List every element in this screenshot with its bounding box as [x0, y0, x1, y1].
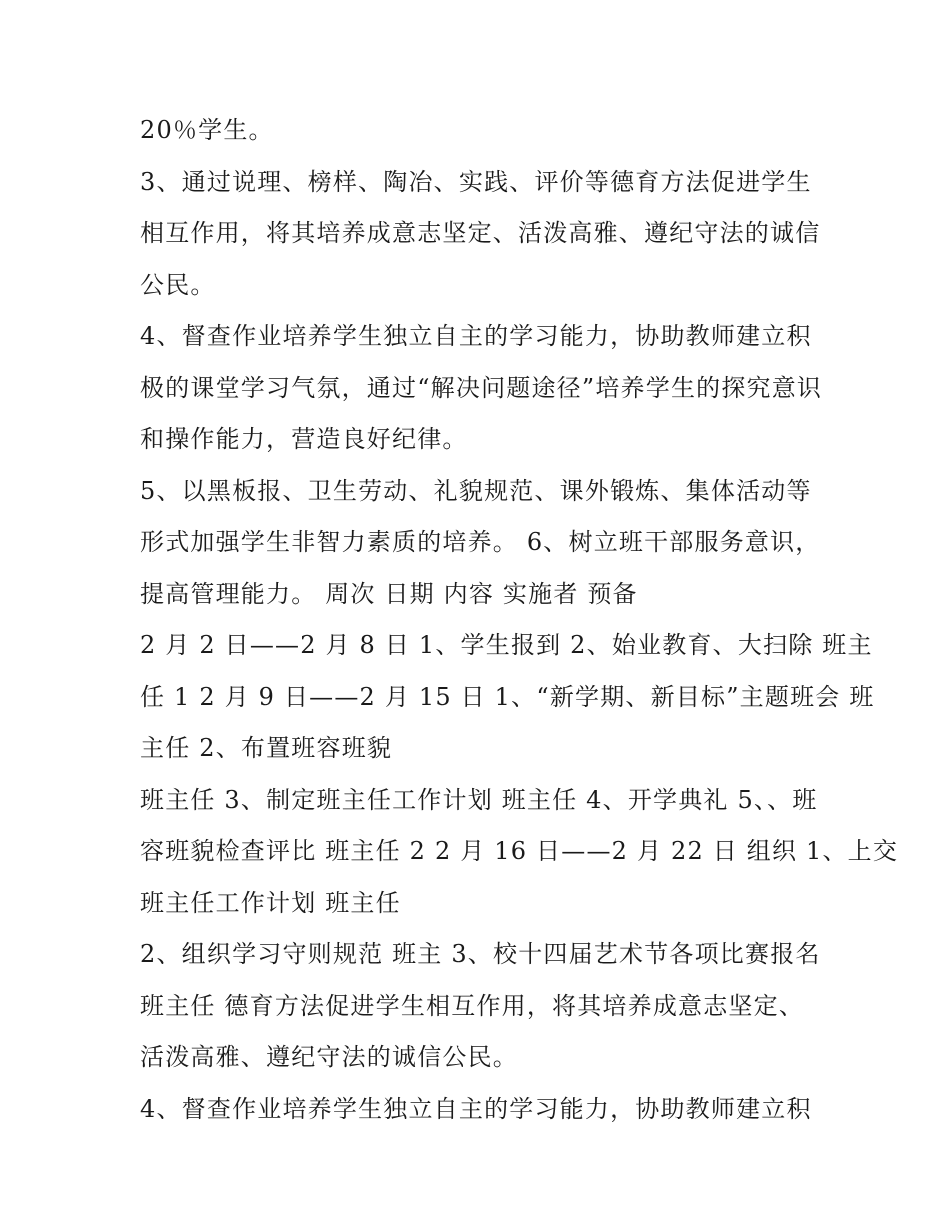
text-line: 班主任 德育方法促进学生相互作用，将其培养成意志坚定、	[140, 991, 805, 1020]
text-line: 提高管理能力。 周次 日期 内容 实施者 预备	[140, 579, 638, 608]
text-line: 和操作能力，营造良好纪律。	[140, 425, 468, 453]
text-line: 20％学生。	[140, 116, 274, 144]
text-line: 3、通过说理、榜样、陶冶、实践、评价等德育方法促进学生	[140, 167, 812, 196]
text-line: 任 1 2 月 9 日——2 月 15 日 1、“新学期、新目标”主题班会 班	[140, 682, 875, 711]
text-line: 班主任工作计划 班主任	[140, 888, 401, 917]
text-line: 相互作用，将其培养成意志坚定、活泼高雅、遵纪守法的诚信	[140, 219, 821, 247]
text-line: 2 月 2 日——2 月 8 日 1、学生报到 2、始业教育、大扫除 班主	[140, 631, 873, 659]
text-line: 主任 2、布置班容班貌	[140, 734, 393, 762]
text-line: 形式加强学生非智力素质的培养。 6、树立班干部服务意识，	[140, 528, 821, 556]
body-text	[140, 108, 899, 1138]
text-line: 4、督查作业培养学生独立自主的学习能力，协助教师建立积	[140, 322, 812, 350]
text-line: 容班貌检查评比 班主任 2 2 月 16 日——2 月 22 日 组织 1、上交	[140, 837, 899, 865]
text-line: 极的课堂学习气氛，通过“解决问题途径”培养学生的探究意识	[140, 373, 823, 402]
text-line: 班主任 3、制定班主任工作计划 班主任 4、开学典礼 5、、班	[140, 785, 818, 814]
text-line: 4、督查作业培养学生独立自主的学习能力，协助教师建立积	[140, 1094, 812, 1123]
text-line: 公民。	[140, 270, 216, 299]
text-line: 2、组织学习守则规范 班主 3、校十四届艺术节各项比赛报名	[140, 940, 821, 968]
text-line: 5、以黑板报、卫生劳动、礼貌规范、课外锻炼、集体活动等	[140, 476, 812, 505]
text-line: 活泼高雅、遵纪守法的诚信公民。	[140, 1043, 518, 1071]
